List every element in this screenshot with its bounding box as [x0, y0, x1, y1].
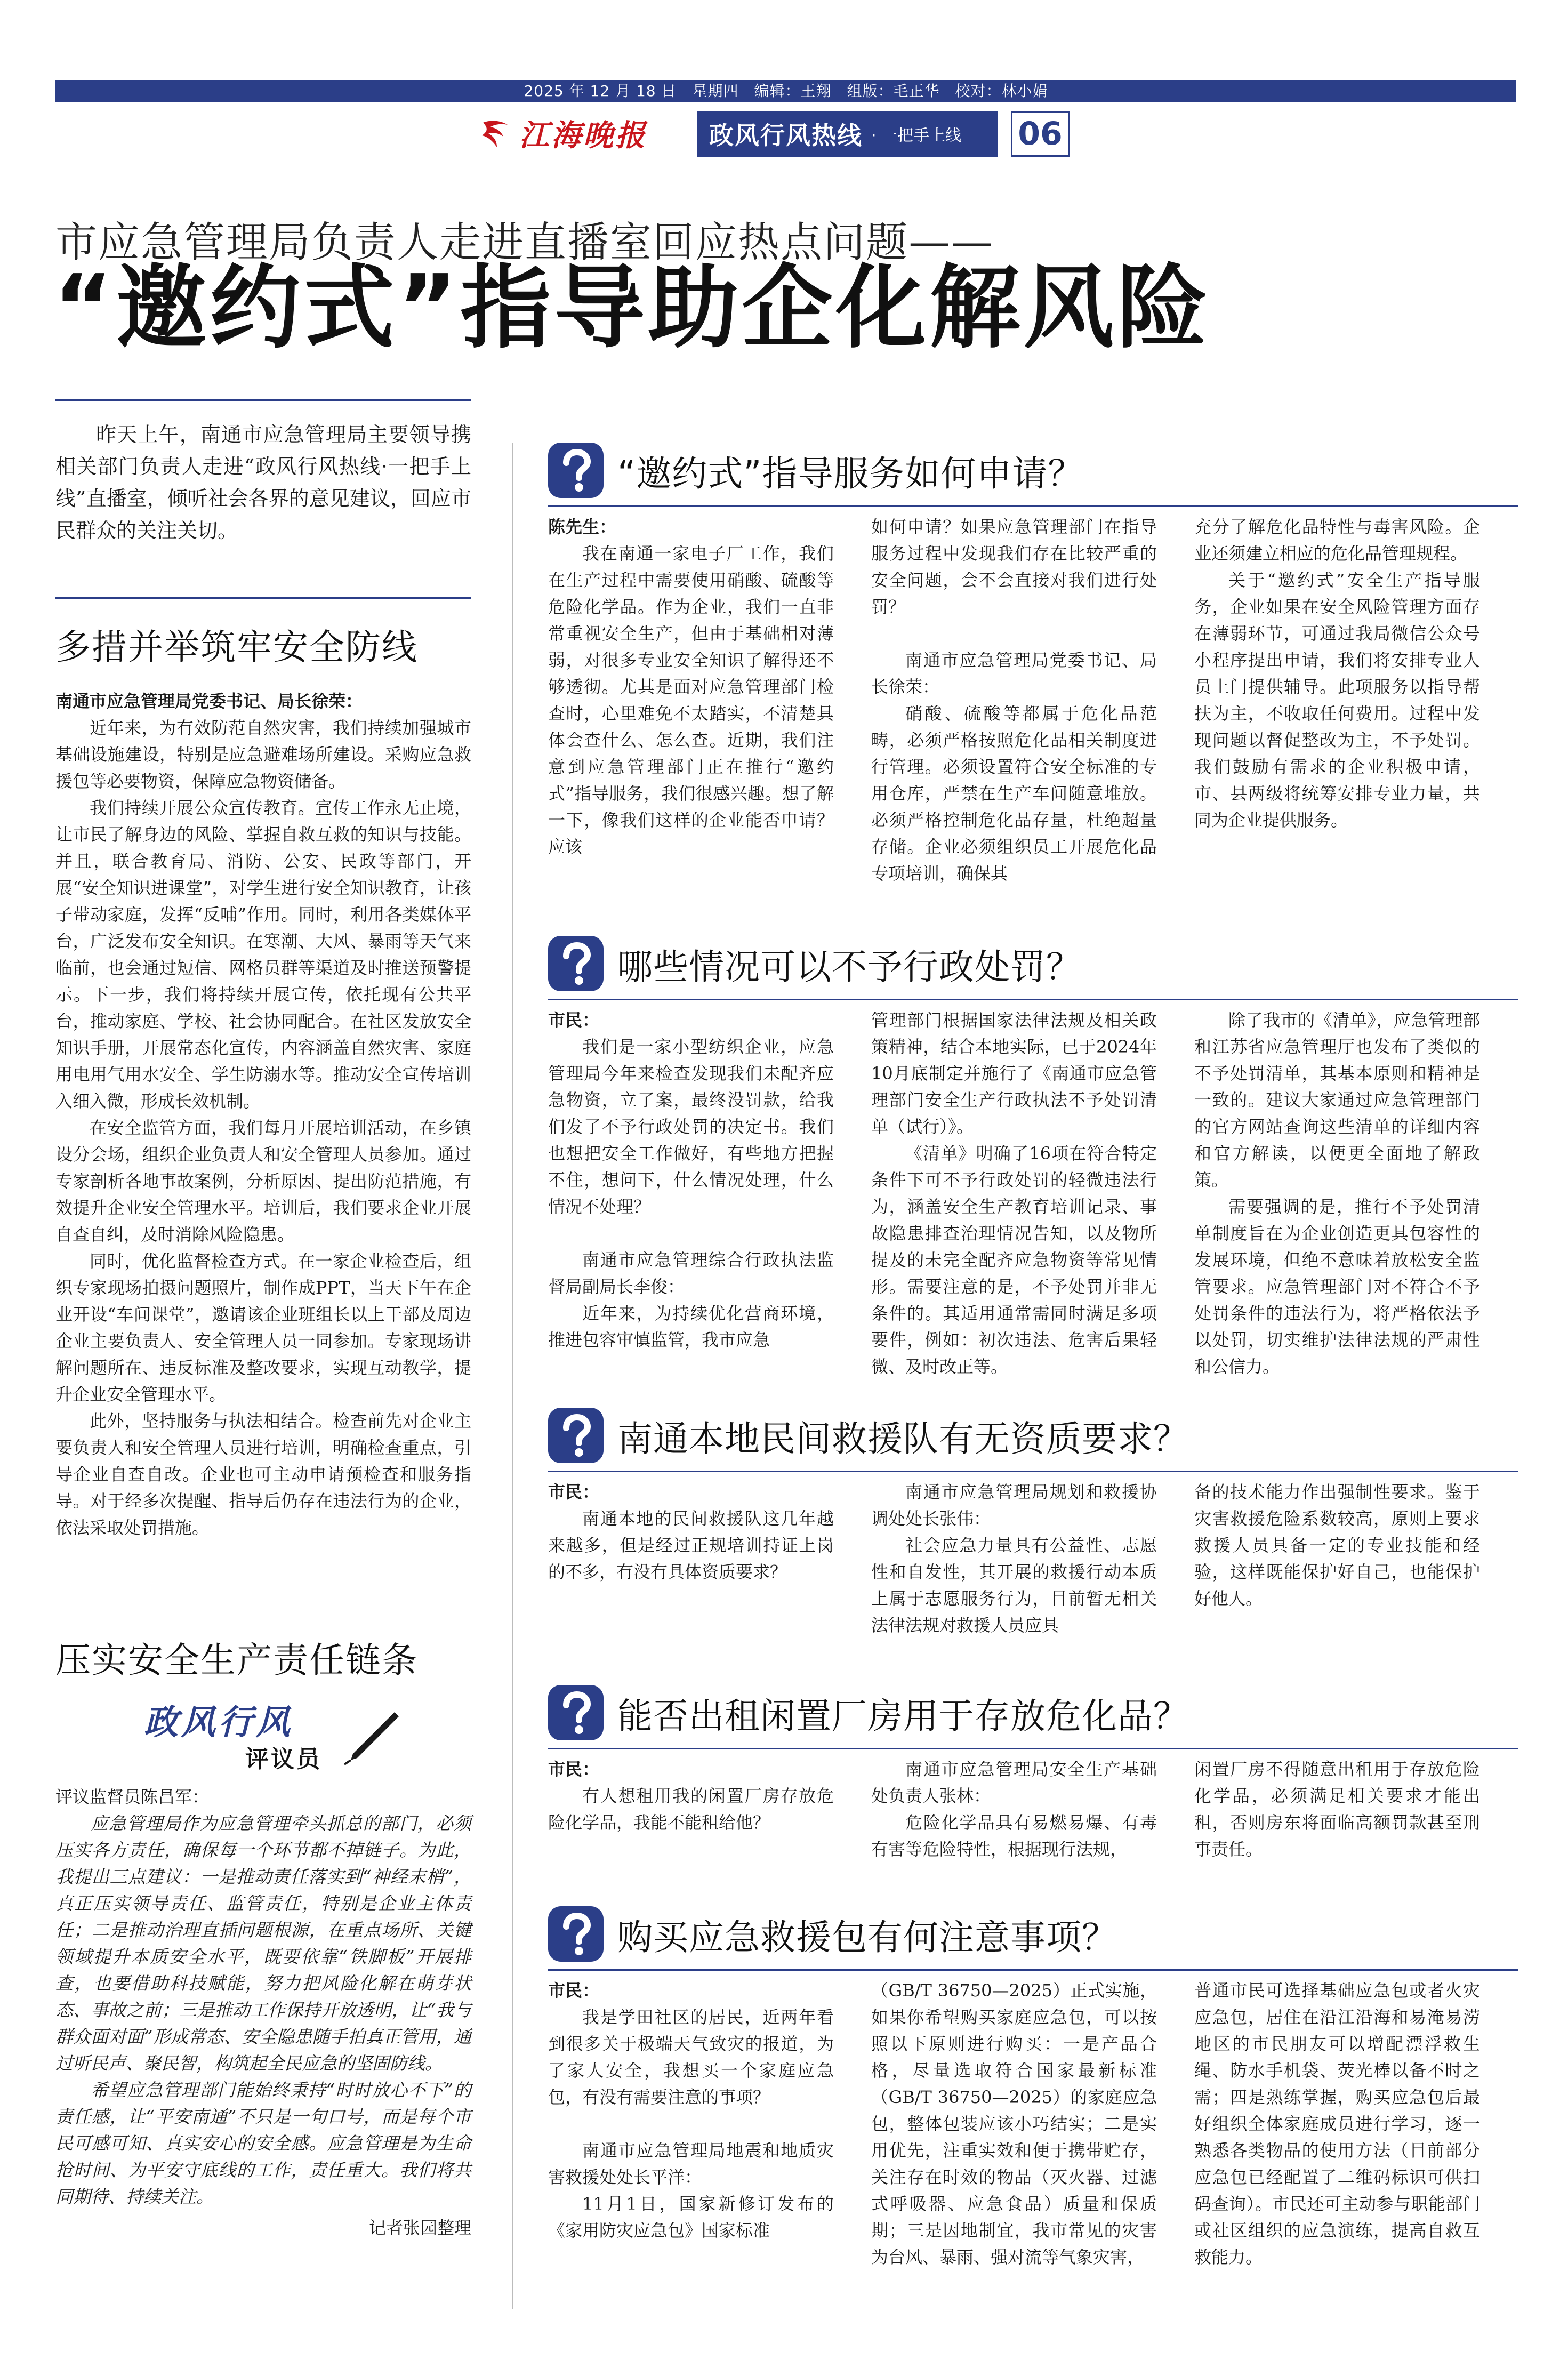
- qa-speaker: 市民：: [548, 1759, 600, 1779]
- dateline-bar: 2025 年 12 月 18 日 星期四 编辑：王翔 组版：毛正华 校对：林小娟: [55, 80, 1516, 102]
- commentary-paragraph: 应急管理局作为应急管理牵头抓总的部门，必须压实各方责任，确保每一个环节都不掉链子。为此，我提出三点建议：一是推动责任落实到“神经末梢”，真正压实领导责任、监管责任，特别是企业主体责任；二是推动治理直插问题根源，在重点场所、关键领域提升本质安全水平，既要依靠“铁脚板”开展排查，也要借助科技赋能，努力把风险化解在萌芽状态、事故之前；三是推动工作保持开放透明，让“我与群众面对面”形成常态、安全隐患随手拍真正管用，通过听民声、聚民智，构筑起全民应急的坚固防线。: [55, 1813, 471, 2074]
- column-separator: [512, 443, 513, 2309]
- qa-question-title: 能否出租闲置厂房用于存放危化品？: [617, 1695, 1189, 1737]
- qa-paragraph: 闲置厂房不得随意出租用于存放危险化学品，必须满足相关要求才能出租，否则房东将面临高额罚款甚至刑事责任。: [1194, 1759, 1480, 1859]
- masthead-logo-text: 江海晚报: [519, 118, 647, 153]
- left-paragraph: 同时，优化监督检查方式。在一家企业检查后，组织专家现场拍摄问题照片，制作成PPT，当天下午在企业开设“车间课堂”，邀请该企业班组长以上干部及周边企业主要负责人、安全管理人员一同参加。专家现场讲解问题所在、违反标准及整改要求，实现互动教学，提升企业安全管理水平。: [55, 1251, 471, 1404]
- qa-rule: [548, 1969, 1518, 1971]
- qa-question-header: [548, 1685, 1518, 1740]
- question-mark-icon: [548, 1906, 604, 1962]
- qa-paragraph: 《清单》明确了16项在符合特定条件下可不予行政处罚的轻微违法行为，涵盖安全生产教育培训记录、事故隐患排查治理情况告知，以及物所提及的未完全配齐应急物资等常见情形。需要注意的是，不予处罚并非无条件的。其适用通常需同时满足多项要件，例如：初次违法、危害后果轻微、及时改正等。: [871, 1143, 1157, 1377]
- commentary-speaker: 评议监督员陈昌军：: [55, 1787, 210, 1807]
- qa-speaker: 市民：: [548, 1980, 600, 2001]
- qa-question-header: [548, 1408, 1518, 1463]
- qa-paragraph: 我们是一家小型纺织企业，应急管理局今年来检查发现我们未配齐应急物资，立了案，最终没罚款，给我们发了不予行政处罚的决定书。我们也想把安全工作做好，有些地方把握不住，想问下，什么情况处理，什么情况不处理？: [548, 1037, 834, 1217]
- qa-official: 南通市应急管理局地震和地质灾害救援处处长平洋：: [548, 2140, 834, 2187]
- column-subtitle: · 一把手上线: [871, 126, 962, 145]
- qa-official: 南通市应急管理局安全生产基础处负责人张林：: [871, 1759, 1157, 1806]
- qa-official: 南通市应急管理局规划和救援协调处处长张伟：: [871, 1482, 1157, 1529]
- qa-paragraph: 管理部门根据国家法律法规及相关政策精神，结合本地实际，已于2024年10月底制定并施行了《南通市应急管理部门安全生产行政执法不予处罚清单（试行）》。: [871, 1010, 1157, 1137]
- left-paragraph: 此外，坚持服务与执法相结合。检查前先对企业主要负责人和安全管理人员进行培训，明确检查重点，引导企业自查自改。企业也可主动申请预检查和服务指导。对于经多次提醒、指导后仍存在违法行为的企业，依法采取处罚措施。: [55, 1411, 471, 1538]
- pen-icon: [341, 1709, 400, 1768]
- qa-paragraph: 充分了解危化品特性与毒害风险。企业还须建立相应的危化品管理规程。: [1194, 517, 1480, 564]
- qa-block: [548, 1408, 1518, 1639]
- qa-rule: [548, 1748, 1518, 1749]
- stamp-subtitle: 评议员: [245, 1746, 322, 1773]
- qa-columns: [548, 1007, 1518, 1380]
- left-section-body: [55, 688, 471, 1541]
- commentary-body: [55, 1810, 471, 2210]
- qa-column: [871, 1479, 1157, 1639]
- qa-block: [548, 1906, 1518, 2270]
- qa-speaker: 市民：: [548, 1482, 600, 1502]
- qa-rule: [548, 999, 1518, 1000]
- commentary-paragraph: 希望应急管理部门能始终秉持“时时放心不下”的责任感，让“平安南通”不只是一句口号，而是每个市民可感可知、真实安心的安全感。应急管理是为生命抢时间、为平安守底线的工作，责任重大。我们将共同期待、持续关注。: [55, 2080, 471, 2207]
- qa-paragraph: （GB/T 36750—2025）正式实施，如果你希望购买家庭应急包，可以按照以下原则进行购买：一是产品合格，尽量选取符合国家最新标准（GB/T 36750—2025）的家庭应急包，整体包装应该小巧结实；二是实用优先，注重实效和便于携带贮存，关注存在时效的物品（灭火器、过滤式呼吸器、应急食品）质量和保质期；三是因地制宜，我市常见的灾害为台风、暴雨、强对流等气象灾害，: [871, 1980, 1157, 2267]
- qa-block: [548, 443, 1518, 887]
- page-number: 06: [1011, 111, 1070, 157]
- left-section-speaker: 南通市应急管理局党委书记、局长徐荣：: [55, 691, 363, 711]
- question-mark-icon: [548, 1685, 604, 1740]
- qa-paragraph: 备的技术能力作出强制性要求。鉴于灾害救援危险系数较高，原则上要求救援人员具备一定的专业技能和经验，这样既能保护好自己，也能保护好他人。: [1194, 1482, 1480, 1609]
- question-mark-icon: [548, 936, 604, 991]
- commentary-title: 压实安全生产责任链条: [55, 1640, 418, 1681]
- qa-spacer: [871, 620, 1157, 647]
- qa-paragraph: 需要强调的是，推行不予处罚清单制度旨在为企业创造更具包容性的发展环境，但绝不意味着放松安全监管要求。应急管理部门对不符合不予处罚条件的违法行为，将严格依法予以处罚，切实维护法律法规的严肃性和公信力。: [1194, 1197, 1480, 1377]
- byline-text: 记者张园整理: [368, 2218, 471, 2238]
- qa-question-title: “邀约式”指导服务如何申请？: [617, 453, 1084, 494]
- article-kicker: 市应急管理局负责人走进直播室回应热点问题——: [55, 219, 994, 267]
- qa-paragraph: 11月1日，国家新修订发布的《家用防灾应急包》国家标准: [548, 2194, 834, 2241]
- qa-question-header: [548, 443, 1518, 498]
- qa-paragraph: 社会应急力量具有公益性、志愿性和自发性，其开展的救援行动本质上属于志愿服务行为，目前暂无相关法律法规对救援人员应具: [871, 1535, 1157, 1635]
- qa-rule: [548, 505, 1518, 507]
- left-paragraph: 近年来，为有效防范自然灾害，我们持续加强城市基础设施建设，特别是应急避难场所建设。采购应急救援包等必要物资，保障应急物资储备。: [55, 718, 471, 791]
- qa-column: [871, 1977, 1157, 2270]
- stamp-title: 政风行风: [144, 1703, 293, 1743]
- question-mark-icon: [548, 1408, 604, 1463]
- column-title: 政风行风热线: [709, 121, 863, 150]
- lead-top-rule: [55, 399, 471, 401]
- qa-official: 南通市应急管理局党委书记、局长徐荣：: [871, 650, 1157, 697]
- qa-column: [548, 513, 834, 887]
- qa-paragraph: 关于“邀约式”安全生产指导服务，企业如果在安全风险管理方面存在薄弱环节，可通过我局微信公众号小程序提出申请，我们将安排专业人员上门提供辅导。此项服务以指导帮扶为主，不收取任何费用。过程中发现问题以督促整改为主，不予处罚。我们鼓励有需求的企业积极申请，市、县两级将统筹安排专业力量，共同为企业提供服务。: [1194, 570, 1480, 830]
- qa-spacer: [548, 1220, 834, 1247]
- commentary-byline: [55, 2214, 471, 2241]
- qa-column: [548, 1977, 834, 2270]
- lead-paragraph: 昨天上午，南通市应急管理局主要领导携相关部门负责人走进“政风行风热线·一把手上线”直播室，倾听社会各界的意见建议，回应市民群众的关注关切。: [55, 423, 471, 542]
- qa-column: [871, 1756, 1157, 1863]
- qa-column: [871, 513, 1157, 887]
- qa-paragraph: 如何申请？如果应急管理部门在指导服务过程中发现我们存在比较严重的安全问题，会不会直接对我们进行处罚？: [871, 517, 1157, 617]
- qa-column: [1194, 1977, 1480, 2270]
- qa-column: [548, 1756, 834, 1863]
- qa-question-title: 购买应急救援包有何注意事项？: [617, 1916, 1117, 1958]
- qa-columns: [548, 513, 1518, 887]
- qa-columns: [548, 1756, 1518, 1863]
- masthead-logo: [480, 109, 647, 157]
- logo-swirl-icon: [480, 117, 514, 149]
- qa-paragraph: 危险化学品具有易燃易爆、有毒有害等危险特性，根据现行法规，: [871, 1812, 1157, 1859]
- qa-column: [1194, 1007, 1480, 1380]
- left-paragraph: 我们持续开展公众宣传教育。宣传工作永无止境，让市民了解身边的风险、掌握自救互救的知识与技能。并且，联合教育局、消防、公安、民政等部门，开展“安全知识进课堂”，对学生进行安全知识教育，让孩子带动家庭，发挥“反哺”作用。同时，利用各类媒体平台，广泛发布安全知识。在寒潮、大风、暴雨等天气来临前，也会通过短信、网格员群等渠道及时推送预警提示。下一步，我们将持续开展宣传，依托现有公共平台，推动家庭、学校、社会协同配合。在社区发放安全知识手册，开展常态化宣传，内容涵盖自然灾害、家庭用电用气用水安全、学生防溺水等。推动安全宣传培训入细入微，形成长效机制。: [55, 798, 471, 1111]
- commentary-stamp: [133, 1693, 411, 1773]
- qa-column: [871, 1007, 1157, 1380]
- qa-block: [548, 936, 1518, 1380]
- qa-paragraph: 近年来，为持续优化营商环境，推进包容审慎监管，我市应急: [548, 1303, 834, 1350]
- qa-columns: [548, 1479, 1518, 1639]
- qa-paragraph: 普通市民可选择基础应急包或者火灾应急包，居住在沿江沿海和易淹易涝地区的市民朋友可以增配漂浮救生绳、防水手机袋、荧光棒以备不时之需；四是熟练掌握，购买应急包后最好组织全体家庭成员进行学习，逐一熟悉各类物品的使用方法（目前部分应急包已经配置了二维码标识可供扫码查询）。市民还可主动参与职能部门或社区组织的应急演练，提高自救互救能力。: [1194, 1980, 1480, 2267]
- qa-paragraph: 我在南通一家电子厂工作，我们在生产过程中需要使用硝酸、硫酸等危险化学品。作为企业，我们一直非常重视安全生产，但由于基础相对薄弱，对很多专业安全知识了解得还不够透彻。尤其是面对应急管理部门检查时，心里难免不太踏实，不清楚具体会查什么、怎么查。近期，我们注意到应急管理部门正在推行“邀约式”指导服务，我们很感兴趣。想了解一下，像我们这样的企业能否申请？应该: [548, 543, 834, 857]
- qa-column: [548, 1007, 834, 1380]
- commentary-speaker-line: [55, 1784, 471, 1810]
- qa-paragraph: 除了我市的《清单》，应急管理部和江苏省应急管理厅也发布了类似的不予处罚清单，其基本原则和精神是一致的。建议大家通过应急管理部门的官方网站查询这些清单的详细内容和官方解读，以便更全面地了解政策。: [1194, 1010, 1480, 1190]
- article-lead: [55, 419, 471, 547]
- article-headline: “邀约式”指导助企化解风险: [53, 255, 1211, 361]
- lead-bottom-rule: [55, 597, 471, 599]
- left-section-title: 多措并举筑牢安全防线: [55, 627, 418, 668]
- qa-column: [1194, 513, 1480, 887]
- qa-question-header: [548, 936, 1518, 991]
- qa-paragraph: 我是学田社区的居民，近两年看到很多关于极端天气致灾的报道，为了家人安全，我想买一个家庭应急包，有没有需要注意的事项？: [548, 2007, 834, 2107]
- qa-column: [1194, 1479, 1480, 1639]
- qa-rule: [548, 1471, 1518, 1472]
- qa-paragraph: 南通本地的民间救援队这几年越来越多，但是经过正规培训持证上岗的不多，有没有具体资质要求？: [548, 1508, 834, 1582]
- qa-block: [548, 1685, 1518, 1863]
- qa-speaker: 市民：: [548, 1010, 600, 1030]
- qa-question-title: 哪些情况可以不予行政处罚？: [617, 946, 1082, 988]
- question-mark-icon: [548, 443, 604, 498]
- left-paragraph: 在安全监管方面，我们每月开展培训活动，在乡镇设分会场，组织企业负责人和安全管理人员参加。通过专家剖析各地事故案例，分析原因、提出防范措施，有效提升企业安全管理水平。培训后，我们要求企业开展自查自纠，及时消除风险隐患。: [55, 1118, 471, 1245]
- qa-columns: [548, 1977, 1518, 2270]
- column-badge: [697, 111, 998, 157]
- qa-question-header: [548, 1906, 1518, 1962]
- qa-column: [1194, 1756, 1480, 1863]
- qa-column: [548, 1479, 834, 1639]
- qa-official: 南通市应急管理综合行政执法监督局副局长李俊：: [548, 1250, 834, 1297]
- qa-speaker: 陈先生：: [548, 517, 617, 537]
- qa-paragraph: 有人想租用我的闲置厂房存放危险化学品，我能不能租给他？: [548, 1786, 834, 1833]
- qa-spacer: [548, 2110, 834, 2137]
- qa-question-title: 南通本地民间救援队有无资质要求？: [617, 1418, 1189, 1459]
- qa-paragraph: 硝酸、硫酸等都属于危化品范畴，必须严格按照危化品相关制度进行管理。必须设置符合安全标准的专用仓库，严禁在生产车间随意堆放。必须严格控制危化品存量，杜绝超量存储。企业必须组织员工开展危化品专项培训，确保其: [871, 703, 1157, 884]
